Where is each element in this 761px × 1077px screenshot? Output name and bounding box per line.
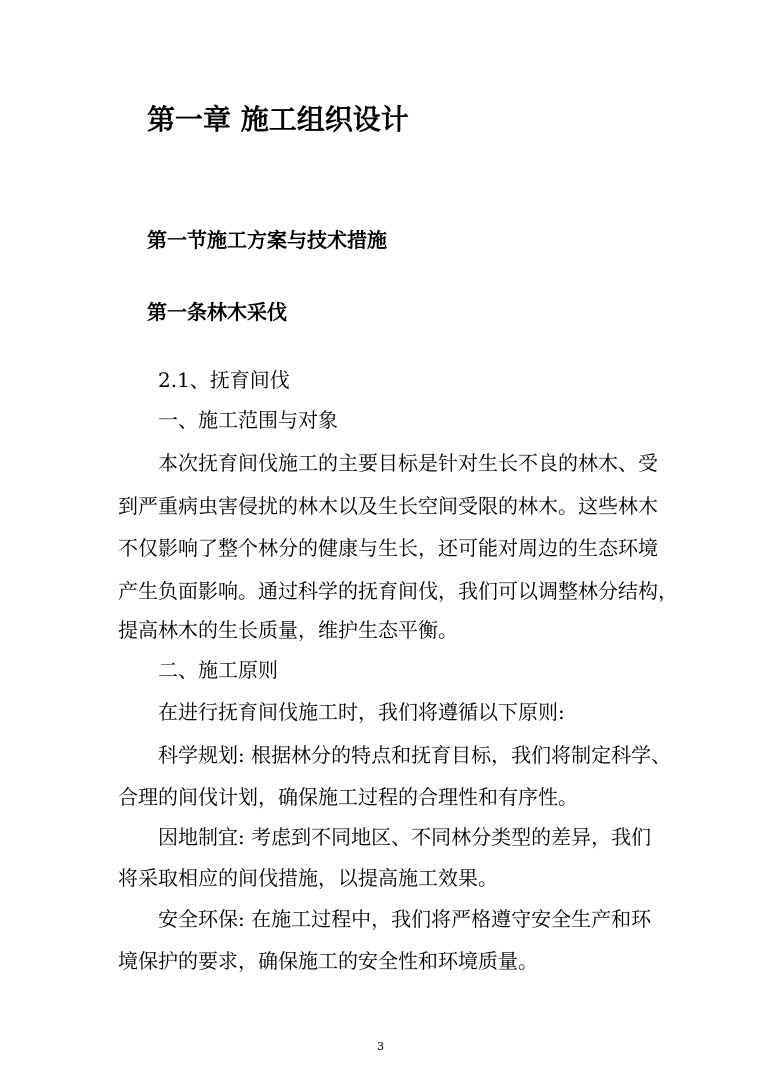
section-title: 第一节施工方案与技术措施 <box>147 228 387 252</box>
paragraph-line: 到严重病虫害侵扰的林木以及生长空间受限的林木。这些林木 <box>118 494 658 518</box>
paragraph-line: 将采取相应的间伐措施，以提高施工效果。 <box>118 866 498 890</box>
item2-heading: 二、施工原则 <box>158 658 278 682</box>
paragraph-line: 安全环保: 在施工过程中，我们将严格遵守安全生产和环 <box>158 907 652 931</box>
paragraph-line: 本次抚育间伐施工的主要目标是针对生长不良的林木、受 <box>158 451 658 475</box>
subsection-heading: 2.1、抚育间伐 <box>158 368 290 392</box>
item2-intro: 在进行抚育间伐施工时，我们将遵循以下原则: <box>158 700 565 724</box>
paragraph-line: 科学规划: 根据林分的特点和抚育目标，我们将制定科学、 <box>158 743 672 767</box>
paragraph-line: 因地制宜: 考虑到不同地区、不同林分类型的差异，我们 <box>158 825 652 849</box>
chapter-title: 第一章 施工组织设计 <box>147 103 409 136</box>
paragraph-line: 不仅影响了整个林分的健康与生长，还可能对周边的生态环境 <box>118 536 658 560</box>
article-title: 第一条林木采伐 <box>147 300 287 324</box>
paragraph-line: 境保护的要求，确保施工的安全性和环境质量。 <box>118 949 538 973</box>
page-number: 3 <box>377 1040 384 1053</box>
paragraph-line: 合理的间伐计划，确保施工过程的合理性和有序性。 <box>118 785 578 809</box>
paragraph-line: 提高林木的生长质量，维护生态平衡。 <box>118 618 458 642</box>
item1-heading: 一、施工范围与对象 <box>158 408 338 432</box>
paragraph-line: 产生负面影响。通过科学的抚育间伐，我们可以调整林分结构， <box>118 579 678 603</box>
